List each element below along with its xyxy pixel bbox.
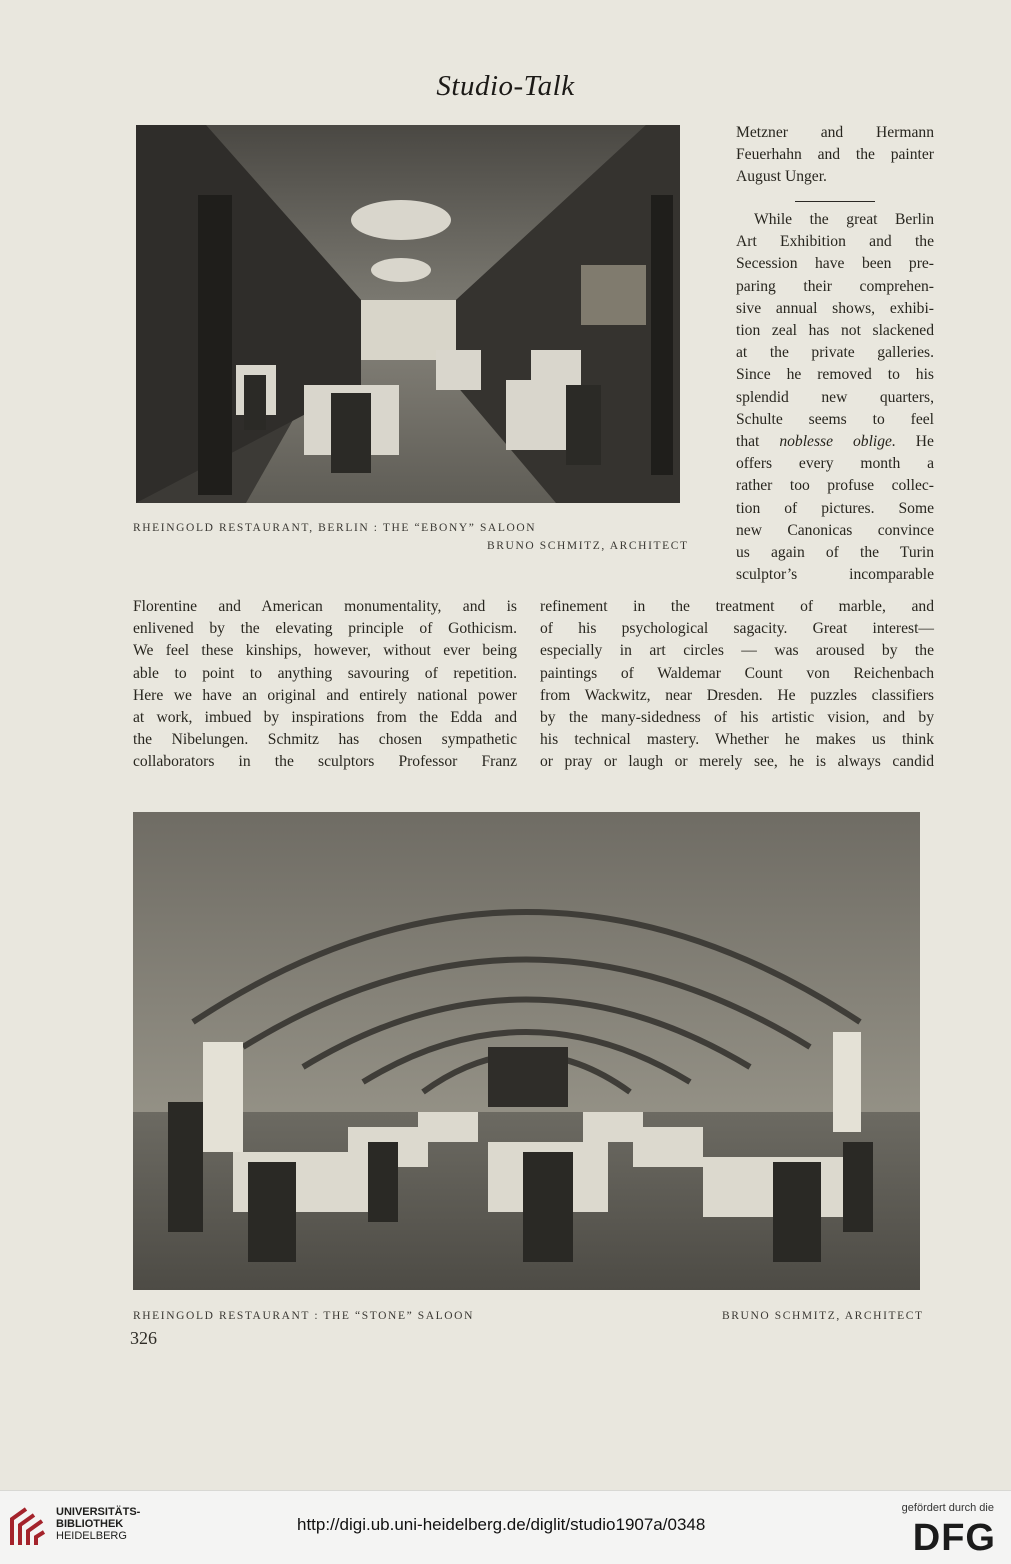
body-line: refinement in the treatment of marble, and bbox=[540, 598, 934, 615]
bottom-photo-credit: BRUNO SCHMITZ, ARCHITECT bbox=[722, 1310, 924, 1322]
library-name: UNIVERSITÄTS- BIBLIOTHEK HEIDELBERG bbox=[56, 1506, 141, 1542]
stone-saloon-photo bbox=[133, 812, 920, 1290]
side-text-column bbox=[736, 122, 934, 189]
body-line: able to point to anything savouring of repetition. bbox=[133, 664, 517, 682]
funding-note: gefördert durch die bbox=[901, 1502, 994, 1514]
body-line: or pray or laugh or merely see, he is always candid bbox=[540, 753, 934, 771]
body-right-column bbox=[540, 596, 934, 774]
side-line: Secession have been pre- bbox=[736, 255, 934, 273]
body-line: by the many-sidedness of his artistic vision, and by bbox=[540, 709, 934, 727]
side-line: new Canonicas convince bbox=[736, 521, 934, 539]
body-line: especially in art circles — was aroused by the bbox=[540, 642, 934, 660]
side-text-column bbox=[736, 209, 934, 586]
top-photo-credit: BRUNO SCHMITZ, ARCHITECT bbox=[487, 540, 689, 552]
noblesse-oblige-phrase: noblesse oblige. bbox=[779, 433, 896, 451]
body-line: the Nibelungen. Schmitz has chosen sympathetic bbox=[133, 731, 517, 749]
running-title: Studio-Talk bbox=[436, 70, 575, 102]
page-number: 326 bbox=[130, 1328, 157, 1348]
section-divider bbox=[795, 201, 875, 202]
side-line: that noblesse oblige. He bbox=[736, 433, 934, 451]
side-line: August Unger. bbox=[736, 168, 827, 186]
body-line: at work, imbued by inspirations from the Edda and bbox=[133, 709, 517, 727]
body-line: Here we have an original and entirely national power bbox=[133, 686, 517, 704]
library-footer bbox=[0, 1490, 1011, 1564]
body-line: his technical mastery. Whether he makes us think bbox=[540, 731, 934, 749]
body-line: of his psychological sagacity. Great interest— bbox=[540, 620, 934, 638]
permalink-url[interactable]: http://digi.ub.uni-heidelberg.de/diglit/studio1907a/0348 bbox=[297, 1515, 706, 1534]
ebony-saloon-photo bbox=[136, 125, 680, 503]
side-line: tion zeal has not slackened bbox=[736, 322, 934, 340]
side-line: offers every month a bbox=[736, 455, 934, 473]
side-line: tion of pictures. Some bbox=[736, 499, 934, 517]
side-line: splendid new quarters, bbox=[736, 388, 934, 406]
side-line: us again of the Turin bbox=[736, 544, 934, 562]
body-left-column bbox=[133, 596, 517, 774]
side-line: While the great Berlin bbox=[754, 211, 934, 228]
side-line: Since he removed to his bbox=[736, 366, 934, 384]
side-line: Art Exhibition and the bbox=[736, 233, 934, 251]
body-line: collaborators in the sculptors Professor Franz bbox=[133, 753, 517, 771]
dfg-logo: DFG bbox=[912, 1517, 996, 1559]
body-line: paintings of Waldemar Count von Reichenbach bbox=[540, 664, 934, 682]
side-line: rather too profuse collec- bbox=[736, 477, 934, 495]
side-line: Schulte seems to feel bbox=[736, 410, 934, 428]
bottom-photo-caption: RHEINGOLD RESTAURANT : THE “STONE” SALOON bbox=[133, 1310, 474, 1322]
side-line: Feuerhahn and the painter bbox=[736, 146, 934, 164]
top-photo-caption: RHEINGOLD RESTAURANT, BERLIN : THE “EBONY” SALOON bbox=[133, 522, 537, 534]
side-line: Metzner and Hermann bbox=[736, 124, 934, 141]
side-line: at the private galleries. bbox=[736, 344, 934, 362]
side-line: sive annual shows, exhibi- bbox=[736, 299, 934, 317]
body-line: enlivened by the elevating principle of Gothicism. bbox=[133, 620, 517, 638]
side-line: paring their comprehen- bbox=[736, 277, 934, 295]
body-line: We feel these kinships, however, without ever being bbox=[133, 642, 517, 660]
body-line: from Wackwitz, near Dresden. He puzzles classifiers bbox=[540, 686, 934, 704]
university-library-logo-icon bbox=[8, 1505, 48, 1549]
side-line: sculptor’s incomparable bbox=[736, 566, 934, 584]
body-line: Florentine and American monumentality, and is bbox=[133, 598, 517, 615]
